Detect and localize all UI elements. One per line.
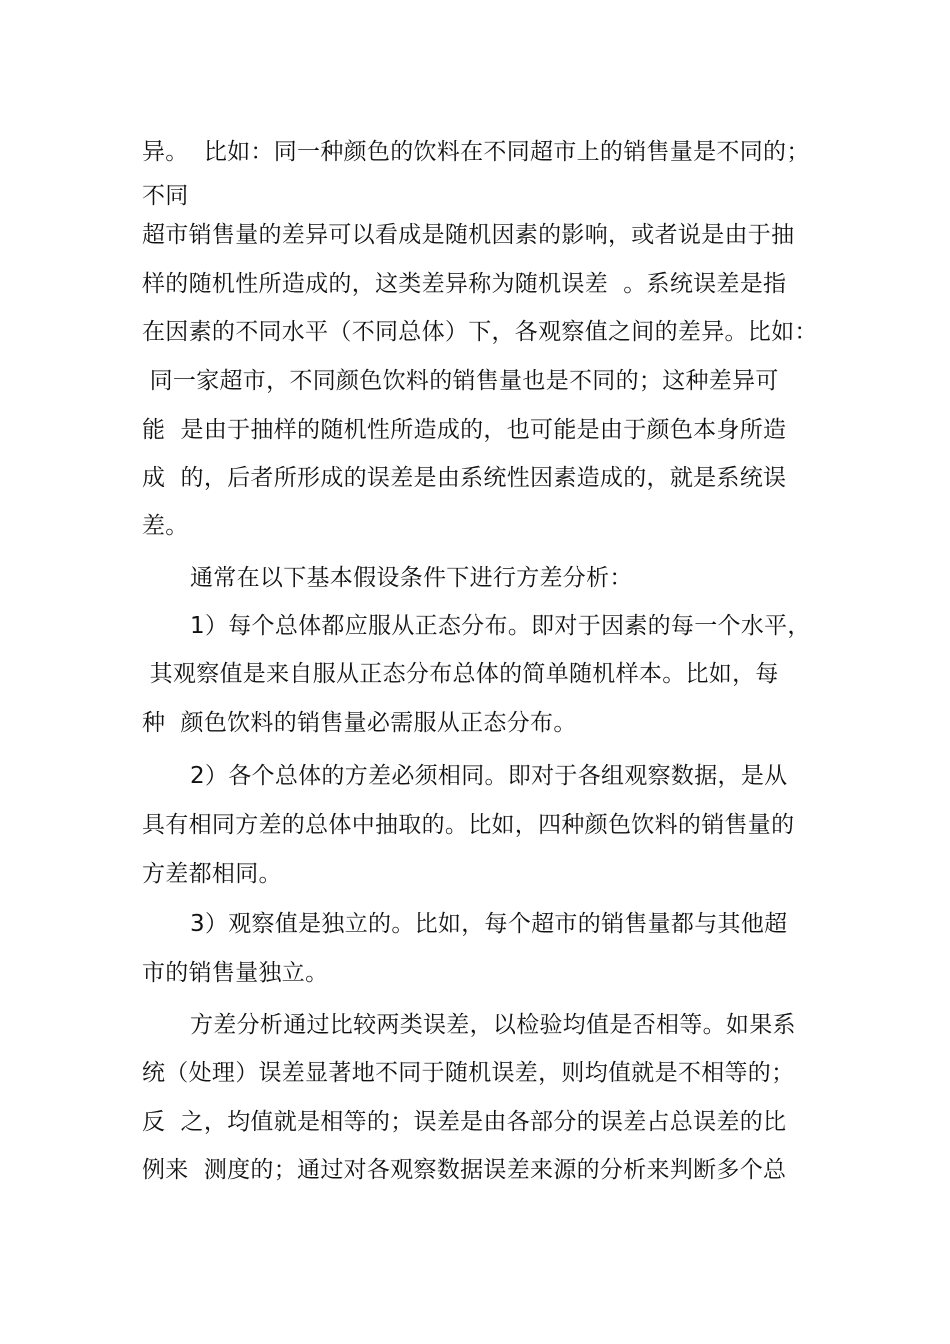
text-line: 同一家超市，不同颜色饮料的销售量也是不同的；这种差异可: [142, 368, 779, 394]
text-line: 样的随机性所造成的，这类差异称为随机误差 。系统误差是指: [142, 271, 787, 297]
text-line: 成 的，后者所形成的误差是由系统性因素造成的，就是系统误: [142, 465, 787, 491]
text-line: 方差分析通过比较两类误差，以检验均值是否相等。如果系: [190, 1012, 796, 1038]
text-line: 方差都相同。: [142, 861, 282, 887]
text-line: 不同: [142, 183, 189, 209]
text-line: 异。 比如：同一种颜色的饮料在不同超市上的销售量是不同的；: [142, 139, 810, 165]
text-line: 具有相同方差的总体中抽取的。比如，四种颜色饮料的销售量的: [142, 812, 795, 838]
text-line: 1）每个总体都应服从正态分布。即对于因素的每一个水平，: [190, 613, 811, 639]
text-line: 3）观察值是独立的。比如，每个超市的销售量都与其他超: [190, 911, 788, 937]
text-line: 例来 测度的；通过对各观察数据误差来源的分析来判断多个总: [142, 1157, 787, 1183]
text-line: 统（处理）误差显著地不同于随机误差，则均值就是不相等的；: [142, 1060, 795, 1086]
text-line: 种 颜色饮料的销售量必需服从正态分布。: [142, 710, 577, 736]
text-line: 在因素的不同水平（不同总体）下，各观察值之间的差异。比如：: [142, 319, 818, 345]
text-line: 超市销售量的差异可以看成是随机因素的影响，或者说是由于抽: [142, 222, 795, 248]
text-line: 差。: [142, 513, 189, 539]
text-line: 市的销售量独立。: [142, 960, 329, 986]
text-line: 反 之，均值就是相等的；误差是由各部分的误差占总误差的比: [142, 1109, 787, 1135]
text-line: 通常在以下基本假设条件下进行方差分析：: [190, 565, 633, 591]
text-line: 能 是由于抽样的随机性所造成的，也可能是由于颜色本身所造: [142, 417, 787, 443]
text-line: 2）各个总体的方差必须相同。即对于各组观察数据，是从: [190, 763, 788, 789]
text-line: 其观察值是来自服从正态分布总体的简单随机样本。比如，每: [142, 661, 779, 687]
